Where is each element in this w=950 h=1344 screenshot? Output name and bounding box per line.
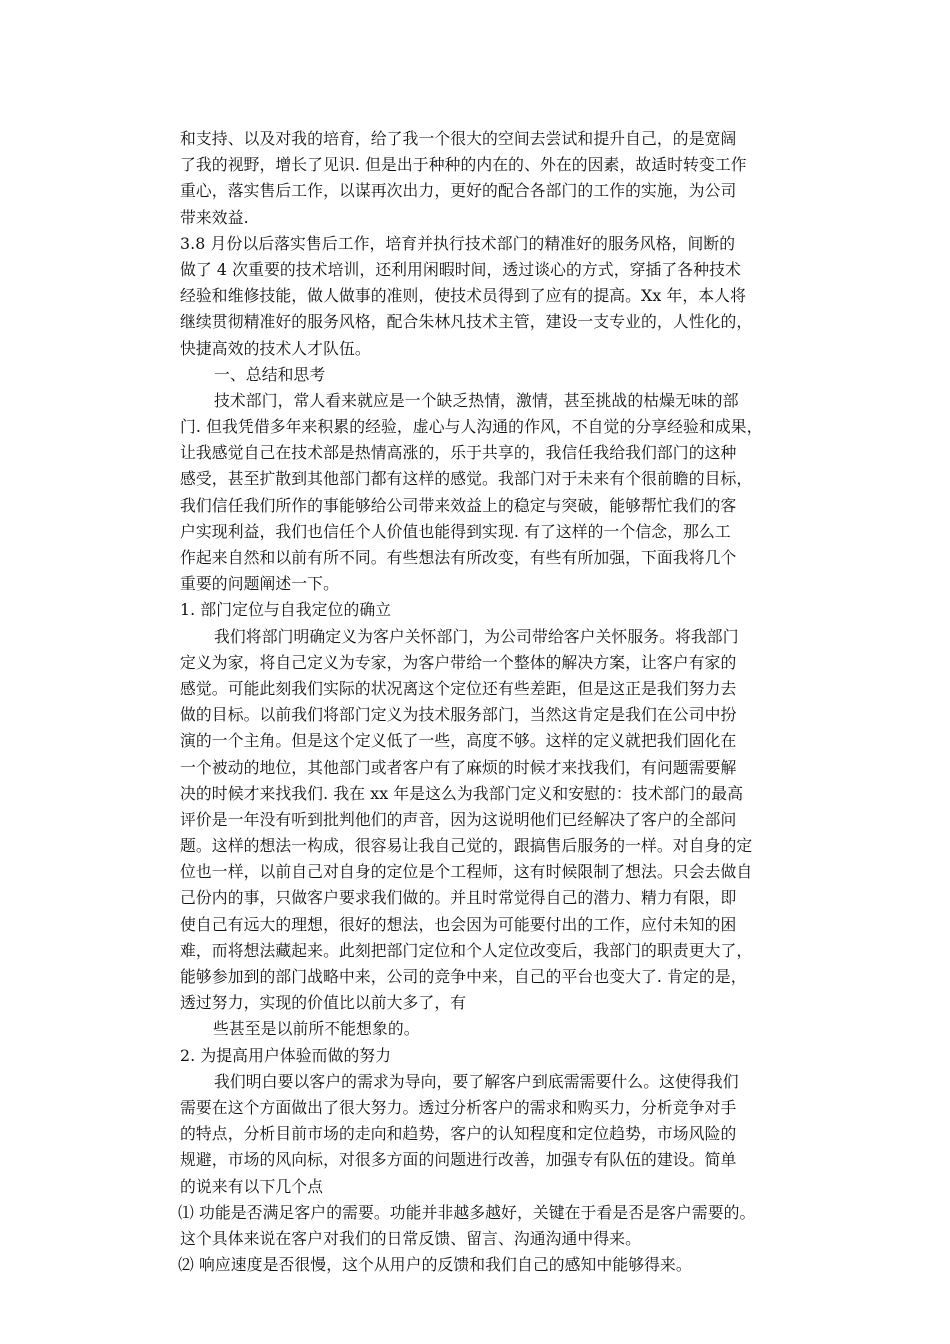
paragraph-line: 决的时候才来找我们. 我在 xx 年是这么为我部门定义和安慰的：技术部门的最高: [180, 783, 744, 803]
paragraph-line: 感受，甚至扩散到其他部门都有这样的感觉。我部门对于未来有个很前瞻的目标，: [180, 469, 753, 489]
document-body: [180, 126, 780, 1278]
paragraph-line: 做了 4 次重要的技术培训，还利用闲暇时间，透过谈心的方式，穿插了各种技术: [180, 259, 741, 279]
paragraph-line: 户实现利益，我们也信任个人价值也能得到实现. 有了这样的一个信念，那么工: [180, 521, 731, 541]
paragraph-line: 重心，落实售后工作，以谋再次出力，更好的配合各部门的工作的实施，为公司: [180, 181, 737, 201]
list-item-line: ⑵ 响应速度是否很慢，这个从用户的反馈和我们自己的感知中能够得来。: [178, 1255, 692, 1275]
paragraph-line: 己份内的事，只做客户要求我们做的。并且时常觉得自己的潜力、精力有限，即: [180, 888, 737, 908]
list-item-line: 这个具体来说在客户对我们的日常反馈、留言、沟通沟通中得来。: [180, 1228, 642, 1248]
paragraph-line: 需要在这个方面做出了很大努力。透过分析客户的需求和购买力，分析竞争对手: [180, 1097, 737, 1117]
paragraph-line: 继续贯彻精准好的服务风格，配合朱林凡技术主管，建设一支专业的，人性化的，: [180, 312, 753, 332]
paragraph-line: 规避，市场的风向标，对很多方面的问题进行改善，加强专有队伍的建设。简单: [180, 1150, 737, 1170]
paragraph-line: 经验和维修技能，做人做事的准则，使技术员得到了应有的提高。Xx 年，本人将: [180, 286, 746, 306]
paragraph-line: 能够参加到的部门战略中来，公司的竞争中来，自己的平台也变大了. 肯定的是，: [180, 967, 747, 986]
paragraph-line: 感觉。可能此刻我们实际的状况离这个定位还有些差距，但是这正是我们努力去: [180, 678, 737, 698]
paragraph-line: 使自己有远大的理想，很好的想法，也会因为可能要付出的工作，应付未知的困: [180, 914, 737, 934]
paragraph-line: 我们明白要以客户的需求为导向，要了解客户到底需需要什么。这使得我们: [214, 1071, 739, 1091]
paragraph-line: 定义为家，将自己定义为专家，为客户带给一个整体的解决方案，让客户有家的: [180, 652, 737, 672]
paragraph-line: 做的目标。以前我们将部门定义为技术服务部门，当然这肯定是我们在公司中扮: [180, 705, 737, 725]
paragraph-line: 透过努力，实现的价值比以前大多了，有: [180, 993, 467, 1013]
paragraph-line: 带来效益.: [180, 207, 249, 227]
paragraph-line: 题。这样的想法一构成，很容易让我自己觉的，跟搞售后服务的一样。对自身的定: [180, 836, 753, 856]
paragraph-line: 一个被动的地位，其他部门或者客户有了麻烦的时候才来找我们，有问题需要解: [180, 757, 737, 777]
paragraph-line: 了我的视野，增长了见识. 但是出于种种的内在的、外在的因素，故适时转变工作: [180, 155, 747, 175]
paragraph-line: 的特点，分析目前市场的走向和趋势，客户的认知程度和定位趋势，市场风险的: [180, 1124, 737, 1144]
paragraph-line: 演的一个主角。但是这个定义低了一些，高度不够。这样的定义就把我们固化在: [180, 731, 737, 751]
section-heading: 一、总结和思考: [214, 364, 326, 384]
paragraph-line: 门. 但我凭借多年来积累的经验，虚心与人沟通的作风，不自觉的分享经验和成果，: [180, 417, 763, 437]
paragraph-line: 我们信任我们所作的事能够给公司带来效益上的稳定与突破，能够帮忙我们的客: [180, 495, 737, 515]
paragraph-line: 重要的问题阐述一下。: [180, 574, 339, 594]
paragraph-line: 我们将部门明确定义为客户关怀部门，为公司带给客户关怀服务。将我部门: [214, 626, 739, 646]
paragraph-line: 快捷高效的技术人才队伍。: [180, 338, 371, 358]
paragraph-line: 和支持、以及对我的培育，给了我一个很大的空间去尝试和提升自己，的是宽阔: [180, 129, 737, 148]
paragraph-line: 技术部门，常人看来就应是一个缺乏热情，激情，甚至挑战的枯燥无味的部: [214, 390, 739, 410]
subsection-heading: 2. 为提高用户体验而做的努力: [180, 1045, 392, 1065]
paragraph-line: 难，而将想法藏起来。此刻把部门定位和个人定位改变后，我部门的职责更大了，: [180, 940, 753, 960]
list-item-line: ⑴ 功能是否满足客户的需要。功能并非越多越好，关键在于看是否是客户需要的。: [178, 1202, 756, 1222]
paragraph-line: 评价是一年没有听到批判他们的声音，因为这说明他们已经解决了客户的全部问: [180, 809, 737, 829]
paragraph-line: 作起来自然和以前有所不同。有些想法有所改变，有些有所加强，下面我将几个: [180, 548, 737, 567]
paragraph-line: 3.8 月份以后落实售后工作，培育并执行技术部门的精准好的服务风格，间断的: [180, 233, 736, 253]
paragraph-line: 的说来有以下几个点: [180, 1176, 324, 1196]
paragraph-line: 让我感觉自己在技术部是热情高涨的，乐于共享的，我信任我给我们部门的这种: [180, 443, 737, 463]
subsection-heading: 1. 部门定位与自我定位的确立: [180, 600, 392, 620]
paragraph-line: 些甚至是以前所不能想象的。: [213, 1019, 420, 1039]
paragraph-line: 位也一样，以前自己对自身的定位是个工程师，这有时候限制了想法。只会去做自: [180, 862, 753, 882]
